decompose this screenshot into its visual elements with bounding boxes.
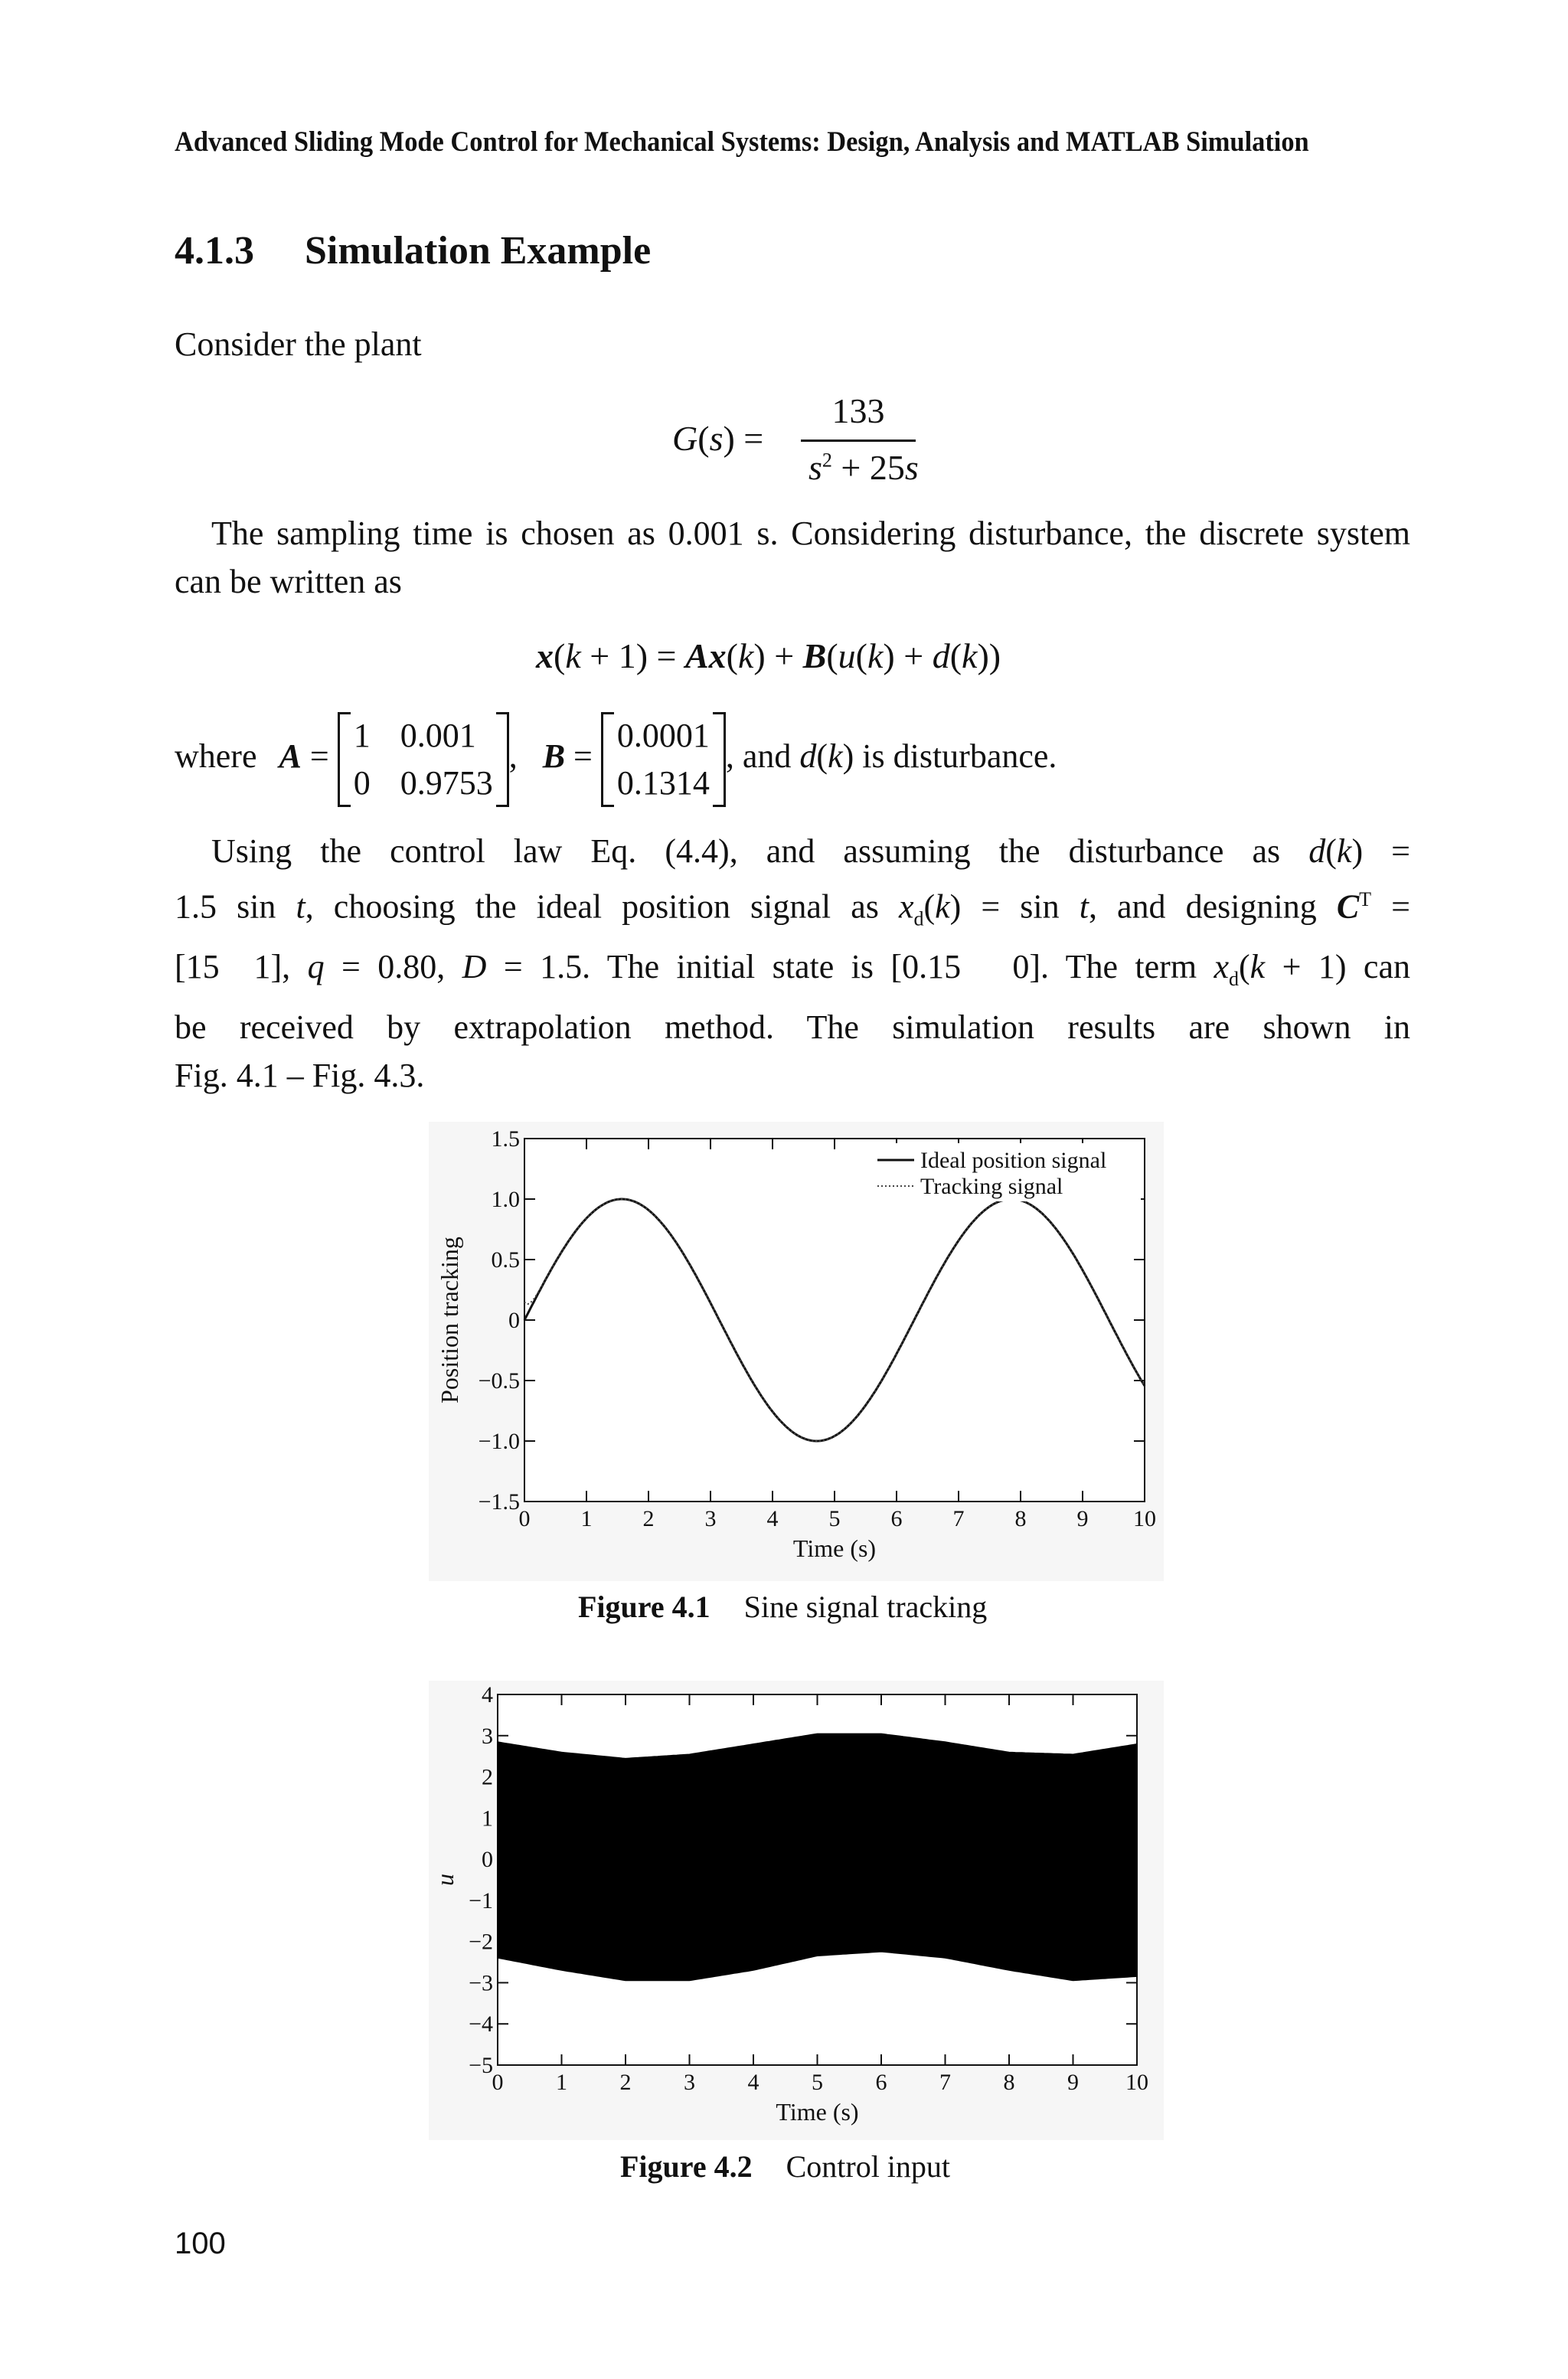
fig1-ytick-label: 1.5 (491, 1126, 520, 1152)
fig2-ytick-label: 2 (482, 1764, 493, 1790)
fig2-ytick-label: 1 (482, 1805, 493, 1832)
fig2-xtick-label: 3 (684, 2070, 695, 2095)
fig2-xtick-label: 6 (875, 2070, 887, 2095)
where-clause: where A = 1 0.001 0 0.9753 , B = 0.0001 0.1314 , and d(k) is disturbance. (175, 712, 1057, 807)
fig2-ytick-label: 3 (482, 1723, 493, 1749)
fig1-legend-label-ideal: Ideal position signal (920, 1148, 1107, 1173)
fig2-series-control-input-band (498, 1734, 1137, 1981)
fig2-xlabel: Time (s) (776, 2098, 859, 2126)
control-paragraph (175, 827, 1410, 1100)
section-number: 4.1.3 (175, 229, 254, 273)
where-word: where (175, 737, 257, 776)
fig1-legend-label-tracking: Tracking signal (920, 1174, 1063, 1199)
page-number: 100 (175, 2227, 226, 2260)
fig1-ytick-label: −0.5 (478, 1368, 520, 1394)
control-line-2: 1.5 sin t, choosing the ideal position signal as $x_d(k) = \sin t$, and designing $C^T$ = (175, 887, 1410, 930)
tf-lhs: G(s) = (672, 419, 764, 458)
intro-text: Consider the plant (175, 325, 422, 363)
fig1-xtick-label: 4 (766, 1506, 779, 1531)
section-heading (175, 228, 651, 273)
section-title: Simulation Example (305, 229, 652, 273)
fig1-xtick-label: 0 (518, 1506, 531, 1531)
fig1-xtick-label: 6 (890, 1506, 903, 1531)
matrix-b (601, 712, 726, 807)
fig1-xtick-label: 3 (704, 1506, 717, 1531)
fig2-ytick-label: 4 (482, 1682, 493, 1707)
running-head: Advanced Sliding Mode Control for Mechanical Systems: Design, Analysis and MATLAB Simulation (175, 126, 1309, 158)
fig1-ytick-label: 1.0 (491, 1187, 520, 1212)
control-line-1: Using the control law Eq. (4.4), and assuming the disturbance as d(k) = (211, 832, 1410, 870)
fig1-ytick-label: 0.5 (491, 1247, 520, 1273)
fig2-ytick-label: 0 (482, 1847, 493, 1873)
tf-numerator: 133 (831, 391, 885, 430)
fig1-xtick-label: 9 (1076, 1506, 1089, 1531)
fig2-xtick-label: 2 (619, 2070, 632, 2095)
fraction-bar (801, 440, 916, 442)
fig1-ytick-label: −1.0 (478, 1429, 520, 1454)
fig1-xtick-label: 8 (1014, 1506, 1027, 1531)
fig2-xtick-label: 4 (747, 2070, 760, 2095)
tf-denominator: $s^2 + 25s$ (808, 448, 919, 487)
control-line-5: Fig. 4.1 – Fig. 4.3. (175, 1057, 425, 1095)
fig1-xtick-label: 7 (952, 1506, 965, 1531)
figure-4-1-caption (578, 1589, 987, 1625)
fig2-xtick-label: 9 (1067, 2070, 1079, 2095)
matrix-a (338, 712, 509, 807)
figure-4-2-label: Figure 4.2 (620, 2149, 753, 2184)
fig1-xtick-label: 10 (1133, 1506, 1156, 1531)
sampling-paragraph: The sampling time is chosen as 0.001 s. Considering disturbance, the discrete system can be written as (175, 515, 1410, 600)
fig1-xlabel: Time (s) (792, 1534, 877, 1562)
fig2-xtick-label: 10 (1125, 2070, 1148, 2095)
fig1-xtick-label: 2 (642, 1506, 655, 1531)
matrix-b-row-1: 0.0001 (616, 717, 710, 754)
matrix-a-row-1: 1 0.001 (353, 717, 476, 754)
figure-4-2-caption (620, 2149, 950, 2185)
fig1-ytick-label: 0 (508, 1308, 520, 1333)
state-equation: x(k + 1) = Ax(k) + B(u(k) + d(k)) (536, 636, 1001, 675)
figure-4-1-label: Figure 4.1 (578, 1590, 710, 1624)
fig1-xtick-label: 1 (580, 1506, 593, 1531)
matrix-b-row-2: 0.1314 (616, 764, 710, 802)
fig1-xtick-label: 5 (828, 1506, 841, 1531)
fig2-ytick-label: −3 (469, 1970, 493, 1996)
fig2-xtick-label: 0 (492, 2070, 504, 2095)
fig2-xtick-label: 7 (939, 2070, 951, 2095)
fig1-ylabel: Position tracking (436, 1237, 463, 1404)
figure-4-2-chart (429, 1681, 1164, 2140)
figure-4-2-text: Control input (786, 2149, 951, 2184)
fig2-ytick-label: −2 (469, 1929, 493, 1955)
fig2-ylabel: u (431, 1874, 459, 1886)
control-line-4: be received by extrapolation method. The simulation results are shown in (175, 1008, 1410, 1047)
matrix-a-row-2: 0 0.9753 (353, 764, 493, 802)
fig2-ytick-label: −4 (469, 2011, 493, 2038)
fig2-xtick-label: 5 (812, 2070, 823, 2095)
fig2-ytick-label: −5 (469, 2053, 493, 2078)
fig2-ytick-label: −1 (469, 1887, 493, 1913)
control-line-3: [15 1], q = 0.80, D = 1.5. The initial state is [0.15 0]. The term $x_d(k + 1)$ can (175, 948, 1410, 991)
figure-4-1-chart (429, 1122, 1164, 1581)
fig1-ytick-label: −1.5 (478, 1489, 520, 1515)
fig2-xtick-label: 1 (556, 2070, 567, 2095)
fig2-xtick-label: 8 (1003, 2070, 1015, 2095)
figure-4-1-text: Sine signal tracking (743, 1590, 988, 1624)
